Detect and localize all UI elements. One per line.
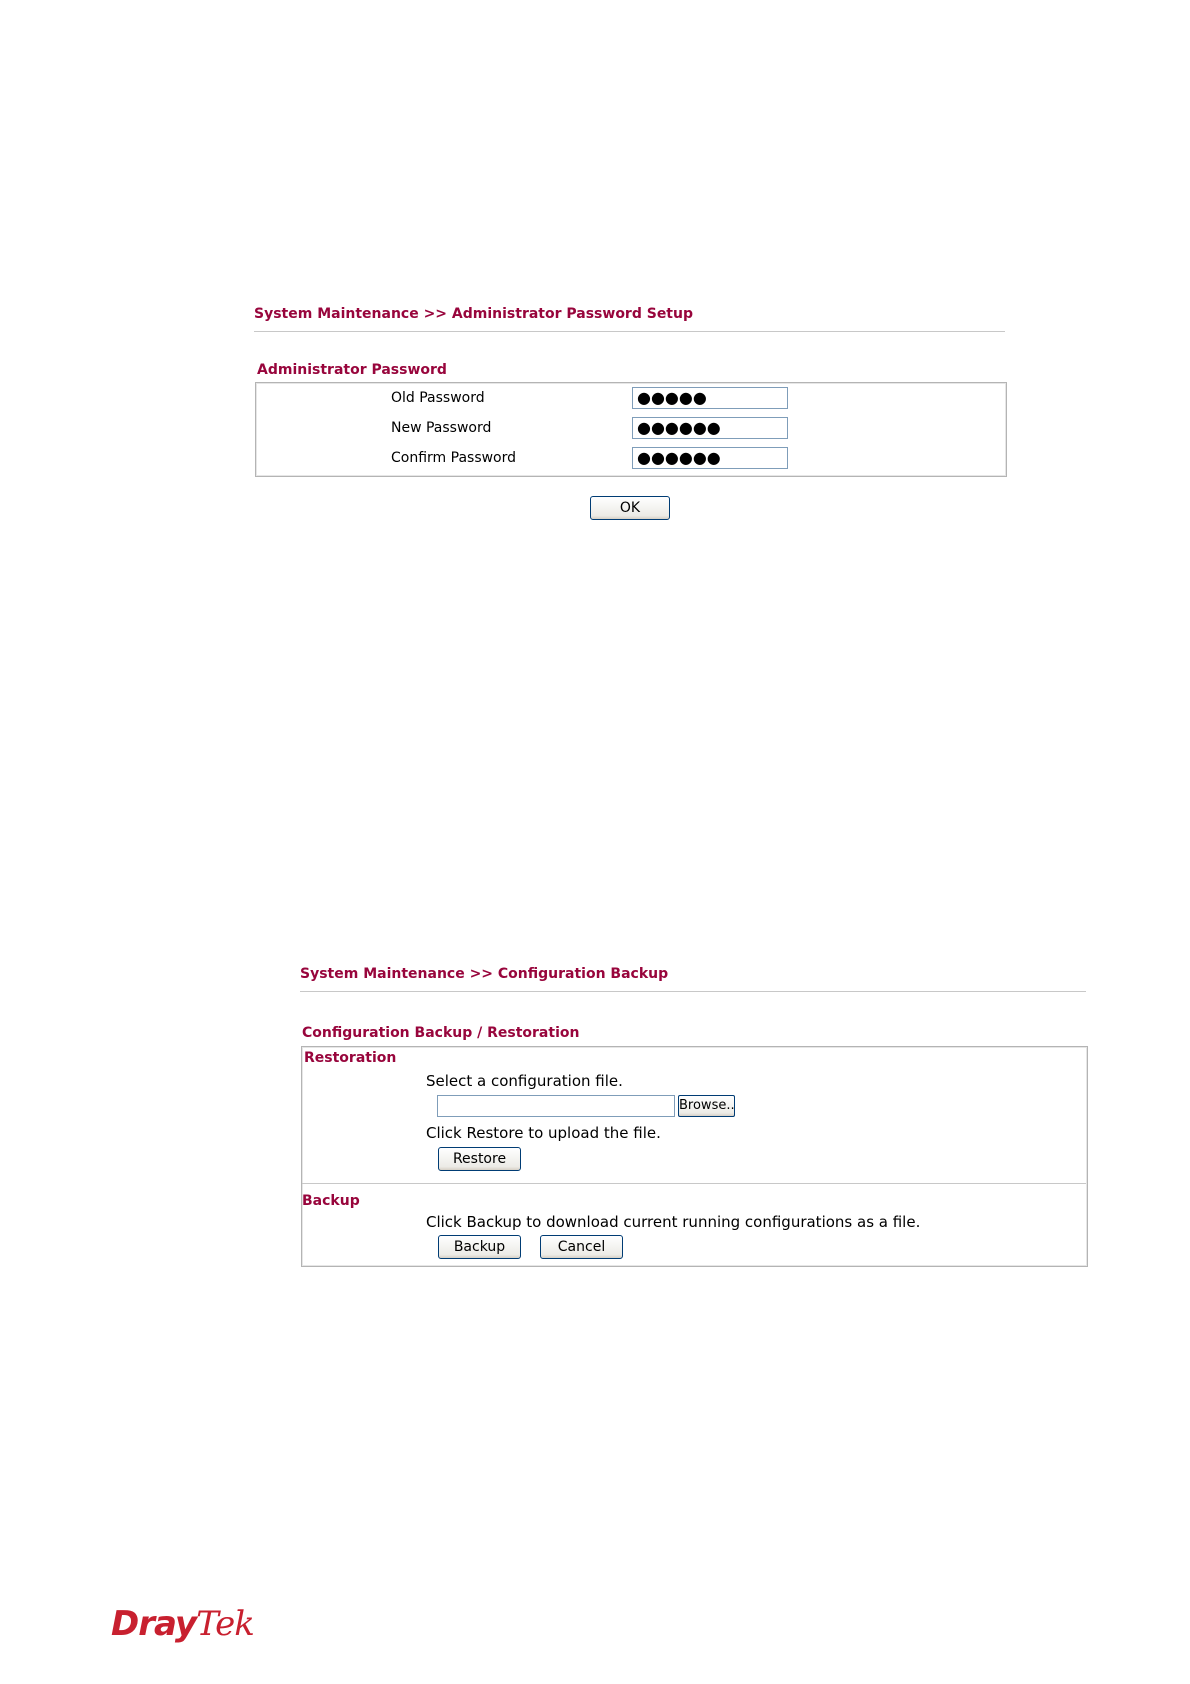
backup-button[interactable]: Backup [438,1235,521,1259]
backup-header-rule [300,991,1086,992]
password-breadcrumb: System Maintenance >> Administrator Password Setup [254,306,693,322]
logo-dray-text: Dray [111,1604,197,1644]
restore-button[interactable]: Restore [438,1147,521,1171]
browse-button[interactable]: Browse.. [678,1095,735,1117]
old-password-label: Old Password [391,390,485,406]
config-file-input[interactable] [437,1095,675,1117]
password-header-rule [254,331,1005,332]
confirm-password-label: Confirm Password [391,450,517,466]
backup-box [301,1046,1088,1267]
password-section-title: Administrator Password [257,362,447,378]
select-config-text: Select a configuration file. [426,1072,623,1090]
backup-instruction-text: Click Backup to download current running configurations as a file. [426,1213,921,1231]
confirm-password-field[interactable]: ●●●●●● [632,447,788,469]
password-box [255,382,1007,477]
backup-breadcrumb: System Maintenance >> Configuration Backup [300,966,669,982]
draytek-logo [111,1604,254,1644]
backup-heading: Backup [302,1193,360,1209]
restoration-backup-divider [302,1183,1086,1184]
old-password-field[interactable]: ●●●●● [632,387,788,409]
logo-tek-text: Tek [196,1604,254,1644]
backup-section-title: Configuration Backup / Restoration [302,1025,580,1041]
cancel-button[interactable]: Cancel [540,1235,623,1259]
ok-button[interactable]: OK [590,496,670,520]
restore-instruction-text: Click Restore to upload the file. [426,1124,661,1142]
restoration-heading: Restoration [304,1050,397,1066]
new-password-label: New Password [391,420,492,436]
new-password-field[interactable]: ●●●●●● [632,417,788,439]
